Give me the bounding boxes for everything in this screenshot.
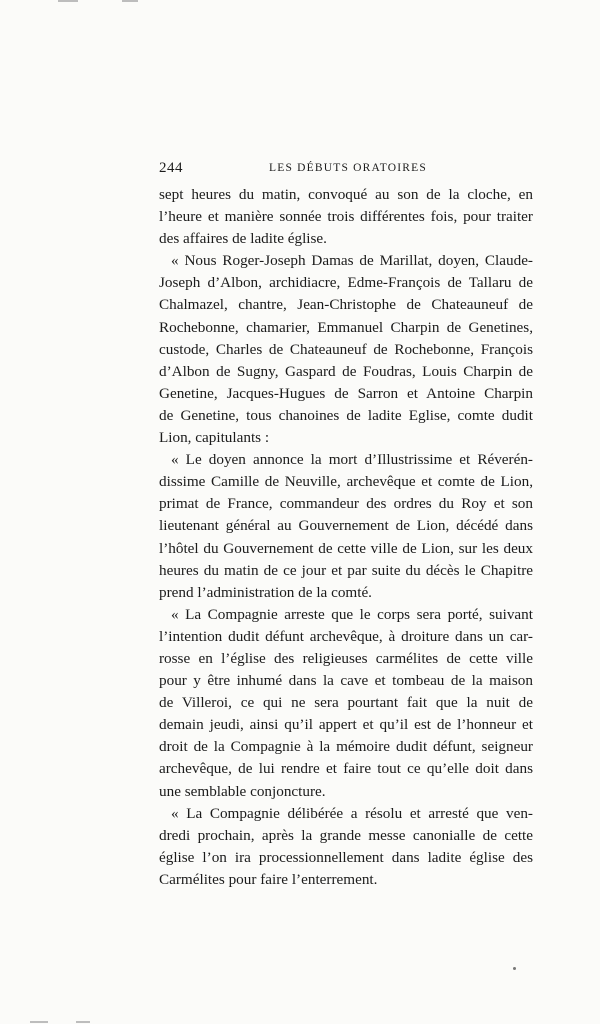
- text-line: de Genetine, tous chanoines de ladite Eglise, comte dudit: [159, 406, 533, 424]
- text-line: Carmélites pour faire l’enterrement.: [159, 870, 378, 888]
- text-line: custode, Charles de Chateauneuf de Rochebonne, François: [159, 340, 533, 358]
- text-line: des affaires de ladite église.: [159, 230, 327, 248]
- paragraph: [159, 604, 533, 803]
- paragraph: [159, 803, 533, 891]
- text-line: Rochebonne, chamarier, Emmanuel Charpin de Genetines,: [159, 318, 533, 336]
- text-line: sept heures du matin, convoqué au son de la cloche, en: [159, 186, 533, 203]
- page-number: 244: [159, 160, 183, 176]
- scan-edge-mark: [30, 1021, 48, 1023]
- ink-speck: [513, 967, 516, 970]
- text-line: demain jeudi, ainsi qu’il appert et qu’il est de l’honneur et: [159, 716, 533, 734]
- text-line: « Le doyen annonce la mort d’Illustrissime et Réverén-: [171, 451, 533, 469]
- paragraph: [159, 184, 533, 250]
- text-line: pour y être inhumé dans la cave et tombeau de la maison: [159, 672, 533, 690]
- running-title: LES DÉBUTS ORATOIRES: [269, 162, 427, 174]
- text-line: l’intention dudit défunt archevêque, à droiture dans un car-: [159, 627, 533, 645]
- text-line: l’heure et manière sonnée trois différentes fois, pour traiter: [159, 208, 533, 226]
- text-line: Genetine, Jacques-Hugues de Sarron et Antoine Charpin: [159, 384, 533, 402]
- text-line: prend l’administration de la comté.: [159, 583, 372, 601]
- text-line: lieutenant général au Gouvernement de Lion, décédé dans: [159, 517, 533, 535]
- text-line: dissime Camille de Neuville, archevêque et comte de Lion,: [159, 473, 533, 491]
- scan-edge-mark: [58, 0, 78, 2]
- text-line: église l’on ira processionnellement dans ladite église des: [159, 848, 533, 866]
- text-line: dredi prochain, après la grande messe canonialle de cette: [159, 826, 533, 844]
- scan-edge-mark: [76, 1021, 90, 1023]
- scan-edge-mark: [122, 0, 138, 2]
- text-line: archevêque, de lui rendre et faire tout ce qu’elle doit dans: [159, 760, 533, 778]
- text-line: « La Compagnie arreste que le corps sera porté, suivant: [171, 605, 533, 623]
- text-line: « Nous Roger-Joseph Damas de Marillat, doyen, Claude-: [171, 252, 533, 270]
- text-line: heures du matin de ce jour et par suite du décès le Chapitre: [159, 561, 533, 579]
- text-line: l’hôtel du Gouvernement de cette ville de Lion, sur les deux: [159, 539, 533, 557]
- text-line: Chalmazel, chantre, Jean-Christophe de Chateauneuf de: [159, 296, 533, 314]
- text-line: d’Albon de Sugny, Gaspard de Foudras, Louis Charpin de: [159, 362, 533, 380]
- text-line: de Villeroi, ce qui ne sera pourtant fait que la nuit de: [159, 694, 533, 712]
- text-line: primat de France, commandeur des ordres du Roy et son: [159, 495, 533, 513]
- page-header: [159, 160, 533, 178]
- body-text: [159, 184, 533, 891]
- text-line: rosse en l’église des religieuses carmélites de cette ville: [159, 649, 533, 667]
- text-line: une semblable conjoncture.: [159, 782, 326, 800]
- text-line: droit de la Compagnie à la mémoire dudit défunt, seigneur: [159, 738, 533, 756]
- paragraph: [159, 250, 533, 449]
- paragraph: [159, 449, 533, 604]
- text-line: Lion, capitulants :: [159, 429, 270, 447]
- text-line: « La Compagnie délibérée a résolu et arresté que ven-: [171, 804, 533, 822]
- text-line: Joseph d’Albon, archidiacre, Edme-François de Tallaru de: [159, 274, 533, 292]
